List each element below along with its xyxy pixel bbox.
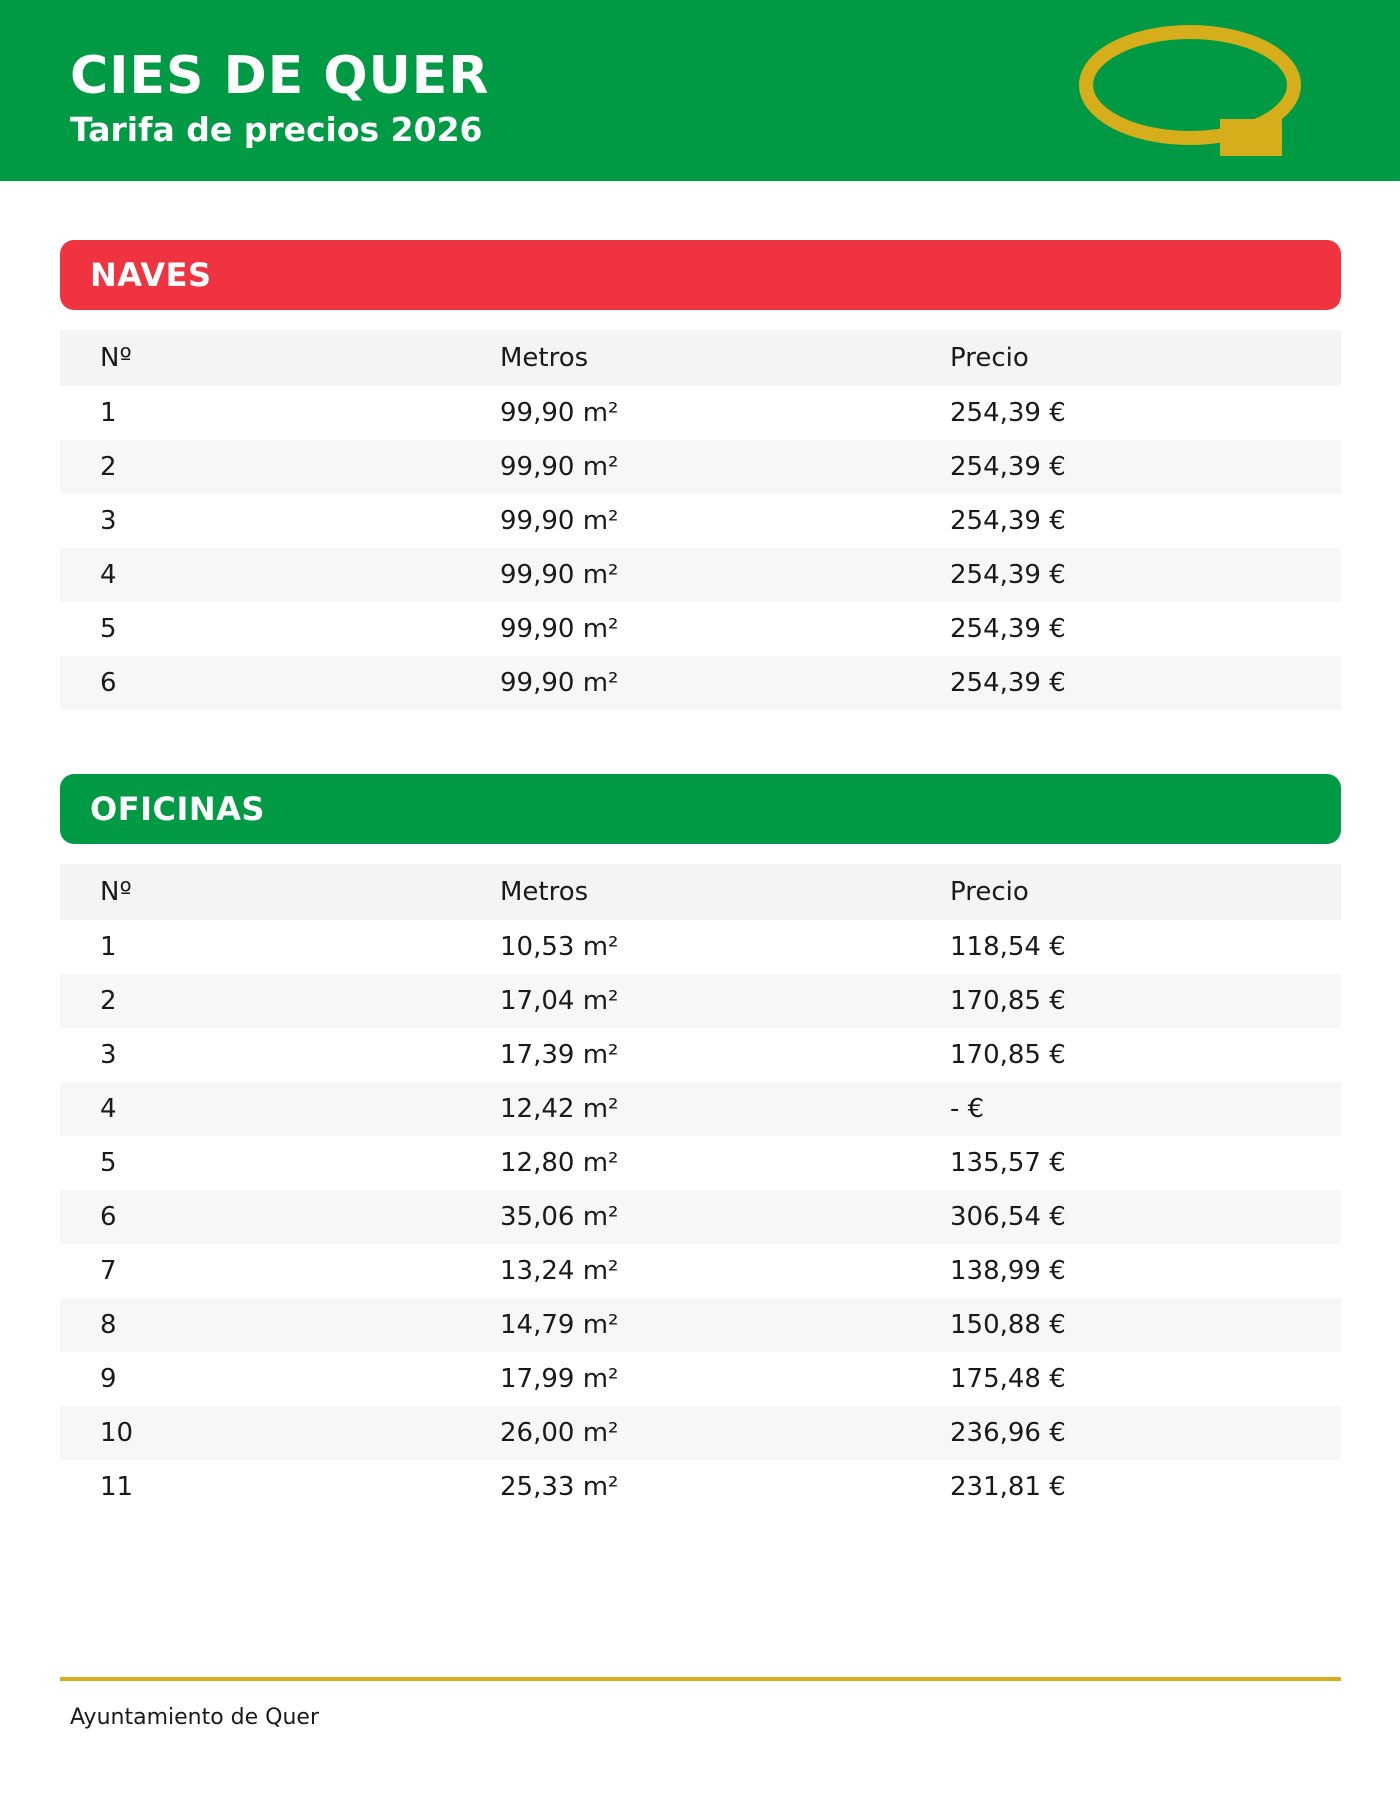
column-header: Metros: [500, 343, 589, 373]
column-header: Precio: [950, 343, 1029, 373]
table-cell: 7: [100, 1256, 117, 1286]
page-title: CIES DE QUER: [70, 46, 490, 106]
section-title-oficinas: OFICINAS: [90, 790, 265, 828]
footer-divider: [60, 1677, 1341, 1681]
table-cell: 10,53 m²: [500, 932, 619, 962]
table-header-row: [60, 864, 1341, 920]
table-row: [60, 1298, 1341, 1352]
table-cell: 118,54 €: [950, 932, 1066, 962]
table-cell: 99,90 m²: [500, 560, 619, 590]
table-cell: 135,57 €: [950, 1148, 1066, 1178]
table-cell: 150,88 €: [950, 1310, 1066, 1340]
table-row: [60, 440, 1341, 494]
table-row: [60, 974, 1341, 1028]
table-cell: 12,80 m²: [500, 1148, 619, 1178]
table-cell: 254,39 €: [950, 560, 1066, 590]
table-cell: 99,90 m²: [500, 614, 619, 644]
table-cell: 254,39 €: [950, 614, 1066, 644]
table-cell: 5: [100, 614, 117, 644]
table-cell: 236,96 €: [950, 1418, 1066, 1448]
table-cell: 25,33 m²: [500, 1472, 619, 1502]
table-cell: 254,39 €: [950, 398, 1066, 428]
column-header: Metros: [500, 877, 589, 907]
table-cell: 254,39 €: [950, 668, 1066, 698]
column-header: Nº: [100, 343, 132, 373]
table-row: [60, 1028, 1341, 1082]
table-cell: 254,39 €: [950, 506, 1066, 536]
table-cell: 17,04 m²: [500, 986, 619, 1016]
table-row: [60, 920, 1341, 974]
table-cell: 170,85 €: [950, 1040, 1066, 1070]
table-cell: 12,42 m²: [500, 1094, 619, 1124]
gold-ring-logo-icon: [1075, 22, 1305, 162]
table-cell: 99,90 m²: [500, 398, 619, 428]
page-subtitle: Tarifa de precios 2026: [70, 110, 483, 149]
table-row: [60, 1352, 1341, 1406]
table-cell: 99,90 m²: [500, 506, 619, 536]
table-cell: - €: [950, 1094, 985, 1124]
table-header-row: [60, 330, 1341, 386]
section-header-naves: [60, 240, 1341, 310]
table-cell: 2: [100, 452, 117, 482]
table-cell: 6: [100, 668, 117, 698]
table-cell: 10: [100, 1418, 134, 1448]
table-cell: 3: [100, 506, 117, 536]
footer-text: Ayuntamiento de Quer: [70, 1705, 320, 1730]
table-cell: 5: [100, 1148, 117, 1178]
table-cell: 306,54 €: [950, 1202, 1066, 1232]
table-cell: 17,99 m²: [500, 1364, 619, 1394]
table-cell: 2: [100, 986, 117, 1016]
table-row: [60, 548, 1341, 602]
column-header: Nº: [100, 877, 132, 907]
table-cell: 99,90 m²: [500, 668, 619, 698]
table-row: [60, 602, 1341, 656]
table-cell: 1: [100, 932, 117, 962]
table-cell: 3: [100, 1040, 117, 1070]
table-row: [60, 1406, 1341, 1460]
table-row: [60, 1082, 1341, 1136]
table-cell: 138,99 €: [950, 1256, 1066, 1286]
table-cell: 26,00 m²: [500, 1418, 619, 1448]
table-cell: 9: [100, 1364, 117, 1394]
page-header: [0, 0, 1400, 181]
table-cell: 13,24 m²: [500, 1256, 619, 1286]
table-row: [60, 386, 1341, 440]
table-cell: 4: [100, 1094, 117, 1124]
table-row: [60, 1460, 1341, 1514]
table-cell: 99,90 m²: [500, 452, 619, 482]
table-row: [60, 1136, 1341, 1190]
table-cell: 1: [100, 398, 117, 428]
table-cell: 14,79 m²: [500, 1310, 619, 1340]
oficinas-table: [60, 864, 1341, 1514]
table-row: [60, 1244, 1341, 1298]
table-cell: 17,39 m²: [500, 1040, 619, 1070]
table-cell: 6: [100, 1202, 117, 1232]
table-cell: 35,06 m²: [500, 1202, 619, 1232]
table-cell: 170,85 €: [950, 986, 1066, 1016]
table-row: [60, 656, 1341, 710]
table-cell: 231,81 €: [950, 1472, 1066, 1502]
section-title-naves: NAVES: [90, 256, 212, 294]
column-header: Precio: [950, 877, 1029, 907]
naves-table: [60, 330, 1341, 710]
table-cell: 175,48 €: [950, 1364, 1066, 1394]
table-cell: 4: [100, 560, 117, 590]
table-row: [60, 494, 1341, 548]
table-cell: 8: [100, 1310, 117, 1340]
table-row: [60, 1190, 1341, 1244]
table-cell: 254,39 €: [950, 452, 1066, 482]
section-header-oficinas: [60, 774, 1341, 844]
table-cell: 11: [100, 1472, 134, 1502]
